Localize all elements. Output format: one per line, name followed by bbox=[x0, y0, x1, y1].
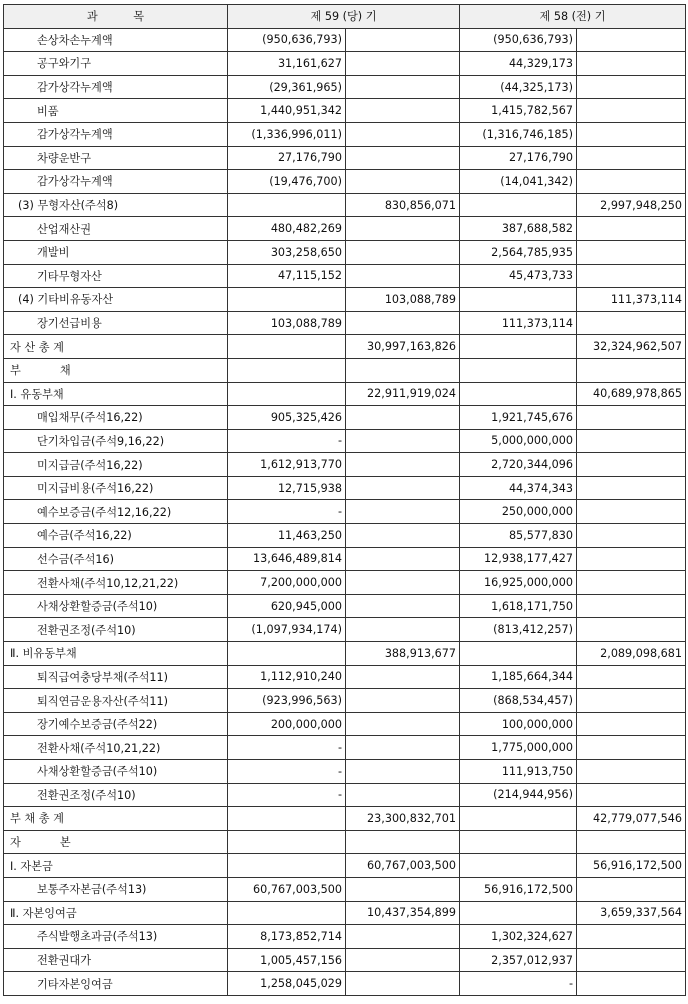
prior-detail-cell: - bbox=[460, 972, 577, 996]
current-total-cell bbox=[346, 358, 460, 382]
table-row bbox=[4, 618, 686, 642]
prior-total-cell bbox=[577, 217, 686, 241]
current-detail-cell bbox=[228, 288, 346, 312]
account-label: 매입채무(주석16,22) bbox=[4, 406, 228, 430]
current-detail-cell bbox=[228, 854, 346, 878]
current-total-cell: 60,767,003,500 bbox=[346, 854, 460, 878]
prior-total-cell: 42,779,077,546 bbox=[577, 807, 686, 831]
current-total-cell: 103,088,789 bbox=[346, 288, 460, 312]
table-row bbox=[4, 571, 686, 595]
prior-total-cell bbox=[577, 524, 686, 548]
prior-detail-cell: 1,618,171,750 bbox=[460, 594, 577, 618]
prior-total-cell bbox=[577, 547, 686, 571]
prior-detail-cell: 1,302,324,627 bbox=[460, 925, 577, 949]
table-row bbox=[4, 240, 686, 264]
current-detail-cell: - bbox=[228, 783, 346, 807]
prior-detail-cell bbox=[460, 642, 577, 666]
table-body bbox=[4, 28, 686, 995]
prior-detail-cell: 56,916,172,500 bbox=[460, 877, 577, 901]
prior-detail-cell bbox=[460, 193, 577, 217]
prior-total-cell bbox=[577, 99, 686, 123]
table-row bbox=[4, 99, 686, 123]
prior-total-cell bbox=[577, 500, 686, 524]
current-total-cell bbox=[346, 736, 460, 760]
prior-total-cell bbox=[577, 146, 686, 170]
current-total-cell bbox=[346, 28, 460, 52]
account-label: 미지급금(주석16,22) bbox=[4, 453, 228, 477]
table-row bbox=[4, 122, 686, 146]
account-label: 공구와기구 bbox=[4, 52, 228, 76]
current-detail-cell: 27,176,790 bbox=[228, 146, 346, 170]
account-label: (3) 무형자산(주석8) bbox=[4, 193, 228, 217]
account-label: 단기차입금(주석9,16,22) bbox=[4, 429, 228, 453]
account-label: 주식발행초과금(주석13) bbox=[4, 925, 228, 949]
account-label: 퇴직급여충당부채(주석11) bbox=[4, 665, 228, 689]
balance-sheet-table bbox=[3, 4, 686, 996]
current-total-cell bbox=[346, 830, 460, 854]
prior-total-cell bbox=[577, 75, 686, 99]
table-row bbox=[4, 901, 686, 925]
current-detail-cell: 200,000,000 bbox=[228, 712, 346, 736]
account-label: 감가상각누계액 bbox=[4, 122, 228, 146]
current-detail-cell: 60,767,003,500 bbox=[228, 877, 346, 901]
prior-total-cell bbox=[577, 760, 686, 784]
table-row bbox=[4, 28, 686, 52]
prior-detail-cell bbox=[460, 335, 577, 359]
account-label: 전환권대가 bbox=[4, 948, 228, 972]
account-label: 감가상각누계액 bbox=[4, 170, 228, 194]
prior-detail-cell: (950,636,793) bbox=[460, 28, 577, 52]
prior-total-cell bbox=[577, 122, 686, 146]
table-row bbox=[4, 736, 686, 760]
prior-total-cell bbox=[577, 240, 686, 264]
table-row bbox=[4, 877, 686, 901]
prior-detail-cell: 44,374,343 bbox=[460, 476, 577, 500]
prior-detail-cell: 111,913,750 bbox=[460, 760, 577, 784]
prior-total-cell bbox=[577, 925, 686, 949]
prior-detail-cell: 45,473,733 bbox=[460, 264, 577, 288]
current-total-cell bbox=[346, 406, 460, 430]
current-detail-cell: (950,636,793) bbox=[228, 28, 346, 52]
current-detail-cell: 303,258,650 bbox=[228, 240, 346, 264]
current-detail-cell: 11,463,250 bbox=[228, 524, 346, 548]
current-detail-cell: (1,336,996,011) bbox=[228, 122, 346, 146]
prior-total-cell: 111,373,114 bbox=[577, 288, 686, 312]
table-row bbox=[4, 193, 686, 217]
prior-detail-cell: 100,000,000 bbox=[460, 712, 577, 736]
prior-total-cell bbox=[577, 665, 686, 689]
prior-detail-cell: 27,176,790 bbox=[460, 146, 577, 170]
current-detail-cell bbox=[228, 807, 346, 831]
prior-detail-cell bbox=[460, 807, 577, 831]
prior-detail-cell: 250,000,000 bbox=[460, 500, 577, 524]
prior-total-cell bbox=[577, 52, 686, 76]
current-detail-cell: 47,115,152 bbox=[228, 264, 346, 288]
prior-total-cell bbox=[577, 264, 686, 288]
prior-total-cell bbox=[577, 406, 686, 430]
account-label: Ⅱ. 자본잉여금 bbox=[4, 901, 228, 925]
account-label: 비품 bbox=[4, 99, 228, 123]
current-detail-cell: - bbox=[228, 760, 346, 784]
prior-detail-cell: (214,944,956) bbox=[460, 783, 577, 807]
prior-total-cell bbox=[577, 783, 686, 807]
current-detail-cell: - bbox=[228, 500, 346, 524]
current-total-cell bbox=[346, 311, 460, 335]
prior-detail-cell: (813,412,257) bbox=[460, 618, 577, 642]
prior-detail-cell bbox=[460, 901, 577, 925]
account-label: 전환사채(주석10,12,21,22) bbox=[4, 571, 228, 595]
account-label: 사채상환할증금(주석10) bbox=[4, 594, 228, 618]
current-total-cell bbox=[346, 524, 460, 548]
account-label: 차량운반구 bbox=[4, 146, 228, 170]
table-header-row bbox=[4, 5, 686, 29]
prior-detail-cell: (1,316,746,185) bbox=[460, 122, 577, 146]
table-row bbox=[4, 382, 686, 406]
prior-detail-cell: 2,720,344,096 bbox=[460, 453, 577, 477]
current-total-cell bbox=[346, 75, 460, 99]
prior-detail-cell: 1,415,782,567 bbox=[460, 99, 577, 123]
account-label: Ⅱ. 비유동부채 bbox=[4, 642, 228, 666]
current-total-cell bbox=[346, 877, 460, 901]
table-row bbox=[4, 75, 686, 99]
prior-detail-cell: 12,938,177,427 bbox=[460, 547, 577, 571]
table-row bbox=[4, 783, 686, 807]
prior-detail-cell: 5,000,000,000 bbox=[460, 429, 577, 453]
prior-detail-cell bbox=[460, 382, 577, 406]
table-row bbox=[4, 429, 686, 453]
account-label: 장기예수보증금(주석22) bbox=[4, 712, 228, 736]
table-row bbox=[4, 712, 686, 736]
table-row bbox=[4, 854, 686, 878]
account-label: 손상차손누계액 bbox=[4, 28, 228, 52]
prior-total-cell bbox=[577, 972, 686, 996]
table-row bbox=[4, 665, 686, 689]
prior-detail-cell: 44,329,173 bbox=[460, 52, 577, 76]
table-row bbox=[4, 948, 686, 972]
current-detail-cell bbox=[228, 335, 346, 359]
current-detail-cell: 905,325,426 bbox=[228, 406, 346, 430]
table-row bbox=[4, 594, 686, 618]
current-detail-cell: (29,361,965) bbox=[228, 75, 346, 99]
current-total-cell bbox=[346, 52, 460, 76]
table-row bbox=[4, 146, 686, 170]
header-account: 과 목 bbox=[4, 5, 228, 29]
current-detail-cell: 31,161,627 bbox=[228, 52, 346, 76]
current-total-cell bbox=[346, 429, 460, 453]
table-row bbox=[4, 830, 686, 854]
table-row bbox=[4, 689, 686, 713]
current-detail-cell: - bbox=[228, 429, 346, 453]
current-detail-cell: 8,173,852,714 bbox=[228, 925, 346, 949]
table-row bbox=[4, 264, 686, 288]
prior-total-cell bbox=[577, 948, 686, 972]
table-row bbox=[4, 524, 686, 548]
current-total-cell bbox=[346, 146, 460, 170]
current-total-cell: 830,856,071 bbox=[346, 193, 460, 217]
table-row bbox=[4, 170, 686, 194]
table-row bbox=[4, 288, 686, 312]
account-label: 산업재산권 bbox=[4, 217, 228, 241]
account-label: 전환권조정(주석10) bbox=[4, 783, 228, 807]
account-label: (4) 기타비유동자산 bbox=[4, 288, 228, 312]
prior-detail-cell: 111,373,114 bbox=[460, 311, 577, 335]
prior-total-cell bbox=[577, 453, 686, 477]
current-total-cell bbox=[346, 264, 460, 288]
current-total-cell bbox=[346, 240, 460, 264]
table-row bbox=[4, 476, 686, 500]
prior-detail-cell: (44,325,173) bbox=[460, 75, 577, 99]
account-label: 자 산 총 계 bbox=[4, 335, 228, 359]
prior-total-cell bbox=[577, 712, 686, 736]
account-label: 부 채 총 계 bbox=[4, 807, 228, 831]
prior-total-cell bbox=[577, 429, 686, 453]
prior-total-cell: 56,916,172,500 bbox=[577, 854, 686, 878]
current-detail-cell: 12,715,938 bbox=[228, 476, 346, 500]
current-total-cell bbox=[346, 217, 460, 241]
current-detail-cell: 480,482,269 bbox=[228, 217, 346, 241]
account-label: 사채상환할증금(주석10) bbox=[4, 760, 228, 784]
current-total-cell: 23,300,832,701 bbox=[346, 807, 460, 831]
current-detail-cell: 620,945,000 bbox=[228, 594, 346, 618]
current-total-cell: 10,437,354,899 bbox=[346, 901, 460, 925]
account-label: 전환사채(주석10,21,22) bbox=[4, 736, 228, 760]
current-total-cell bbox=[346, 122, 460, 146]
account-label: 보통주자본금(주석13) bbox=[4, 877, 228, 901]
account-label: Ⅰ. 자본금 bbox=[4, 854, 228, 878]
table-row bbox=[4, 642, 686, 666]
account-label: 자 본 bbox=[4, 830, 228, 854]
current-total-cell bbox=[346, 500, 460, 524]
current-total-cell bbox=[346, 476, 460, 500]
prior-detail-cell bbox=[460, 830, 577, 854]
table-row bbox=[4, 547, 686, 571]
prior-total-cell bbox=[577, 689, 686, 713]
current-total-cell bbox=[346, 925, 460, 949]
current-detail-cell bbox=[228, 901, 346, 925]
prior-total-cell bbox=[577, 594, 686, 618]
current-total-cell: 388,913,677 bbox=[346, 642, 460, 666]
header-prior-period: 제 58 (전) 기 bbox=[460, 5, 686, 29]
prior-detail-cell: 1,185,664,344 bbox=[460, 665, 577, 689]
account-label: Ⅰ. 유동부채 bbox=[4, 382, 228, 406]
current-total-cell bbox=[346, 547, 460, 571]
header-current-period: 제 59 (당) 기 bbox=[228, 5, 460, 29]
prior-total-cell bbox=[577, 28, 686, 52]
table-row bbox=[4, 972, 686, 996]
account-label: 선수금(주석16) bbox=[4, 547, 228, 571]
table-row bbox=[4, 52, 686, 76]
prior-detail-cell bbox=[460, 358, 577, 382]
table-row bbox=[4, 311, 686, 335]
current-detail-cell: 1,005,457,156 bbox=[228, 948, 346, 972]
prior-total-cell bbox=[577, 877, 686, 901]
current-total-cell: 22,911,919,024 bbox=[346, 382, 460, 406]
current-detail-cell: - bbox=[228, 736, 346, 760]
current-total-cell bbox=[346, 99, 460, 123]
prior-detail-cell: 2,357,012,937 bbox=[460, 948, 577, 972]
current-total-cell bbox=[346, 170, 460, 194]
prior-total-cell: 32,324,962,507 bbox=[577, 335, 686, 359]
account-label: 기타무형자산 bbox=[4, 264, 228, 288]
prior-detail-cell: (868,534,457) bbox=[460, 689, 577, 713]
prior-total-cell bbox=[577, 170, 686, 194]
prior-total-cell bbox=[577, 311, 686, 335]
current-total-cell bbox=[346, 618, 460, 642]
current-total-cell bbox=[346, 972, 460, 996]
prior-total-cell bbox=[577, 830, 686, 854]
prior-detail-cell: 1,921,745,676 bbox=[460, 406, 577, 430]
account-label: 예수금(주석16,22) bbox=[4, 524, 228, 548]
table-row bbox=[4, 807, 686, 831]
account-label: 감가상각누계액 bbox=[4, 75, 228, 99]
current-total-cell bbox=[346, 689, 460, 713]
current-detail-cell: 13,646,489,814 bbox=[228, 547, 346, 571]
current-total-cell bbox=[346, 453, 460, 477]
prior-detail-cell: 1,775,000,000 bbox=[460, 736, 577, 760]
prior-total-cell: 3,659,337,564 bbox=[577, 901, 686, 925]
current-detail-cell: 7,200,000,000 bbox=[228, 571, 346, 595]
current-total-cell bbox=[346, 594, 460, 618]
current-detail-cell: 1,440,951,342 bbox=[228, 99, 346, 123]
current-detail-cell: 1,258,045,029 bbox=[228, 972, 346, 996]
table-row bbox=[4, 358, 686, 382]
account-label: 개발비 bbox=[4, 240, 228, 264]
prior-detail-cell: 387,688,582 bbox=[460, 217, 577, 241]
current-detail-cell bbox=[228, 193, 346, 217]
account-label: 부 채 bbox=[4, 358, 228, 382]
current-detail-cell bbox=[228, 642, 346, 666]
prior-detail-cell: 2,564,785,935 bbox=[460, 240, 577, 264]
current-total-cell bbox=[346, 760, 460, 784]
prior-total-cell bbox=[577, 571, 686, 595]
prior-detail-cell bbox=[460, 854, 577, 878]
current-detail-cell: (19,476,700) bbox=[228, 170, 346, 194]
table-row bbox=[4, 335, 686, 359]
current-total-cell bbox=[346, 948, 460, 972]
account-label: 기타자본잉여금 bbox=[4, 972, 228, 996]
current-detail-cell: (923,996,563) bbox=[228, 689, 346, 713]
account-label: 퇴직연금운용자산(주석11) bbox=[4, 689, 228, 713]
account-label: 장기선급비용 bbox=[4, 311, 228, 335]
prior-detail-cell bbox=[460, 288, 577, 312]
prior-total-cell bbox=[577, 618, 686, 642]
prior-detail-cell: (14,041,342) bbox=[460, 170, 577, 194]
current-detail-cell: 103,088,789 bbox=[228, 311, 346, 335]
table-row bbox=[4, 217, 686, 241]
table-row bbox=[4, 760, 686, 784]
prior-total-cell: 40,689,978,865 bbox=[577, 382, 686, 406]
prior-total-cell bbox=[577, 736, 686, 760]
table-row bbox=[4, 500, 686, 524]
current-detail-cell bbox=[228, 382, 346, 406]
account-label: 전환권조정(주석10) bbox=[4, 618, 228, 642]
table-row bbox=[4, 453, 686, 477]
current-total-cell bbox=[346, 571, 460, 595]
current-total-cell: 30,997,163,826 bbox=[346, 335, 460, 359]
prior-detail-cell: 16,925,000,000 bbox=[460, 571, 577, 595]
prior-total-cell bbox=[577, 358, 686, 382]
prior-total-cell: 2,997,948,250 bbox=[577, 193, 686, 217]
table-row bbox=[4, 406, 686, 430]
current-detail-cell bbox=[228, 358, 346, 382]
current-detail-cell bbox=[228, 830, 346, 854]
prior-detail-cell: 85,577,830 bbox=[460, 524, 577, 548]
table-row bbox=[4, 925, 686, 949]
current-detail-cell: (1,097,934,174) bbox=[228, 618, 346, 642]
current-detail-cell: 1,112,910,240 bbox=[228, 665, 346, 689]
account-label: 미지급비용(주석16,22) bbox=[4, 476, 228, 500]
current-total-cell bbox=[346, 783, 460, 807]
account-label: 예수보증금(주석12,16,22) bbox=[4, 500, 228, 524]
current-detail-cell: 1,612,913,770 bbox=[228, 453, 346, 477]
current-total-cell bbox=[346, 712, 460, 736]
prior-total-cell: 2,089,098,681 bbox=[577, 642, 686, 666]
current-total-cell bbox=[346, 665, 460, 689]
prior-total-cell bbox=[577, 476, 686, 500]
